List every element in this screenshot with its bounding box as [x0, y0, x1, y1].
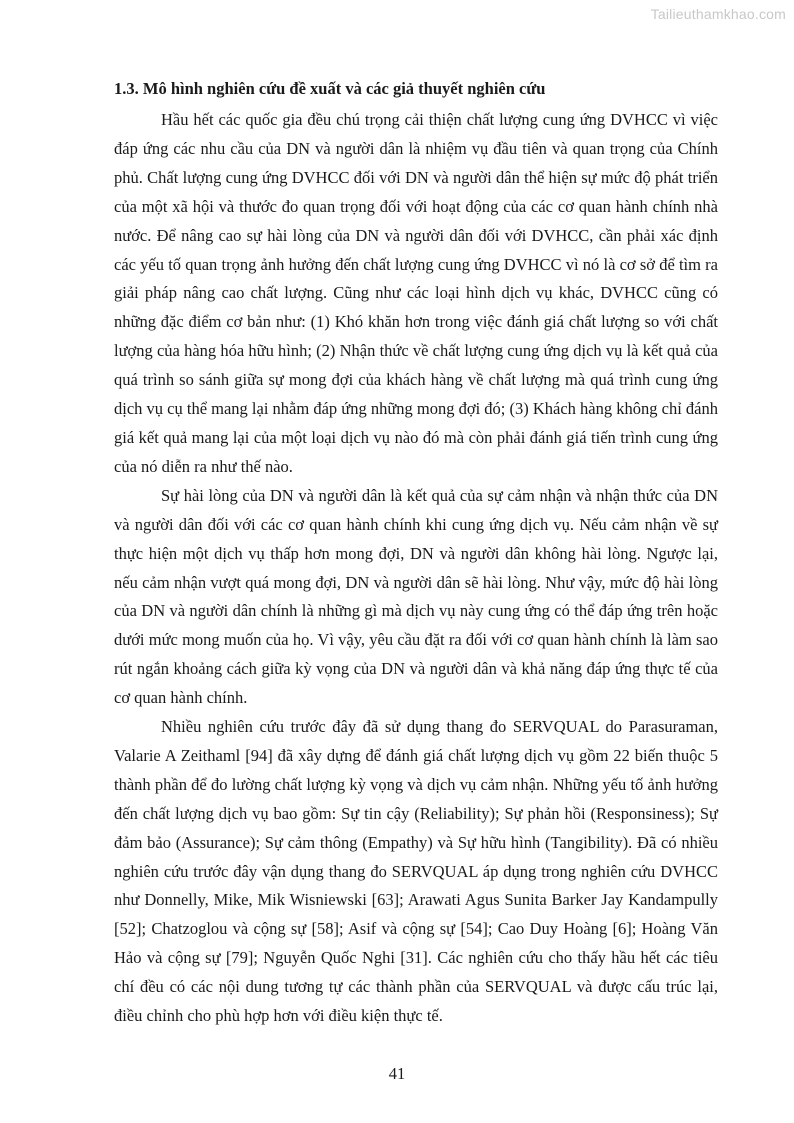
section-heading: 1.3. Mô hình nghiên cứu đề xuất và các giả thuyết nghiên cứu	[114, 79, 546, 98]
paragraph-2: Sự hài lòng của DN và người dân là kết quả của sự cảm nhận và nhận thức của DN và người dân đối với các cơ quan hành chính khi cung ứng dịch vụ. Nếu cảm nhận về sự thực hiện một dịch vụ thấp hơn mong đợi, DN và người dân không hài lòng. Ngược lại, nếu cảm nhận vượt quá mong đợi, DN và người dân sẽ hài lòng. Như vậy, mức độ hài lòng của DN và người dân chính là những gì mà dịch vụ này cung ứng có thể đáp ứng trên hoặc dưới mức mong muốn của họ. Vì vậy, yêu cầu đặt ra đối với cơ quan hành chính là làm sao rút ngắn khoảng cách giữa kỳ vọng của DN và người dân và khả năng đáp ứng thực tế của cơ quan hành chính.	[114, 485, 718, 708]
paragraph-1: Hầu hết các quốc gia đều chú trọng cải thiện chất lượng cung ứng DVHCC vì việc đáp ứng các nhu cầu của DN và người dân là nhiệm vụ đầu tiên và quan trọng của Chính phủ. Chất lượng cung ứng DVHCC đối với DN và người dân thể hiện sự mức độ phát triển của một xã hội và thước đo quan trọng đối với hoạt động của các cơ quan hành chính nhà nước. Để nâng cao sự hài lòng của DN và người dân đối với DVHCC, cần phải xác định các yếu tố quan trọng ảnh hưởng đến chất lượng cung ứng DVHCC vì nó là cơ sở để tìm ra giải pháp nâng cao chất lượng. Cũng như các loại hình dịch vụ khác, DVHCC cũng có những đặc điểm cơ bản như: (1) Khó khăn hơn trong việc đánh giá chất lượng so với chất lượng của hàng hóa hữu hình; (2) Nhận thức về chất lượng cung ứng dịch vụ là kết quả của quá trình so sánh giữa sự mong đợi của khách hàng về chất lượng mà quá trình cung ứng dịch vụ cụ thể mang lại nhằm đáp ứng những mong đợi đó; (3) Khách hàng không chỉ đánh giá kết quả mang lại của một loại dịch vụ nào đó mà còn phải đánh giá tiến trình cung ứng của nó diễn ra như thế nào.	[114, 110, 718, 476]
document-body	[114, 76, 718, 1031]
watermark-text: Tailieuthamkhao.com	[650, 6, 786, 22]
paragraph-3: Nhiều nghiên cứu trước đây đã sử dụng thang đo SERVQUAL do Parasuraman, Valarie A Zeithaml [94] đã xây dựng để đánh giá chất lượng dịch vụ gồm 22 biến thuộc 5 thành phần để đo lường chất lượng kỳ vọng và dịch vụ cảm nhận. Những yếu tố ảnh hưởng đến chất lượng dịch vụ bao gồm: Sự tin cậy (Reliability); Sự phản hồi (Responsiness); Sự đảm bảo (Assurance); Sự cảm thông (Empathy) và Sự hữu hình (Tangibility). Đã có nhiều nghiên cứu trước đây vận dụng thang đo SERVQUAL áp dụng trong nghiên cứu DVHCC như Donnelly, Mike, Mik Wisniewski [63]; Arawati Agus Sunita Barker Jay Kandampully [52]; Chatzoglou và cộng sự [58]; Asif và cộng sự [54]; Cao Duy Hoàng [6]; Hoàng Văn Hảo và cộng sự [79]; Nguyễn Quốc Nghi [31]. Các nghiên cứu cho thấy hầu hết các tiêu chí đều có các nội dung tương tự các thành phần của SERVQUAL và được cấu trúc lại, điều chỉnh cho phù hợp hơn với điều kiện thực tế.	[114, 717, 718, 1026]
page-number: 41	[388, 1064, 406, 1083]
